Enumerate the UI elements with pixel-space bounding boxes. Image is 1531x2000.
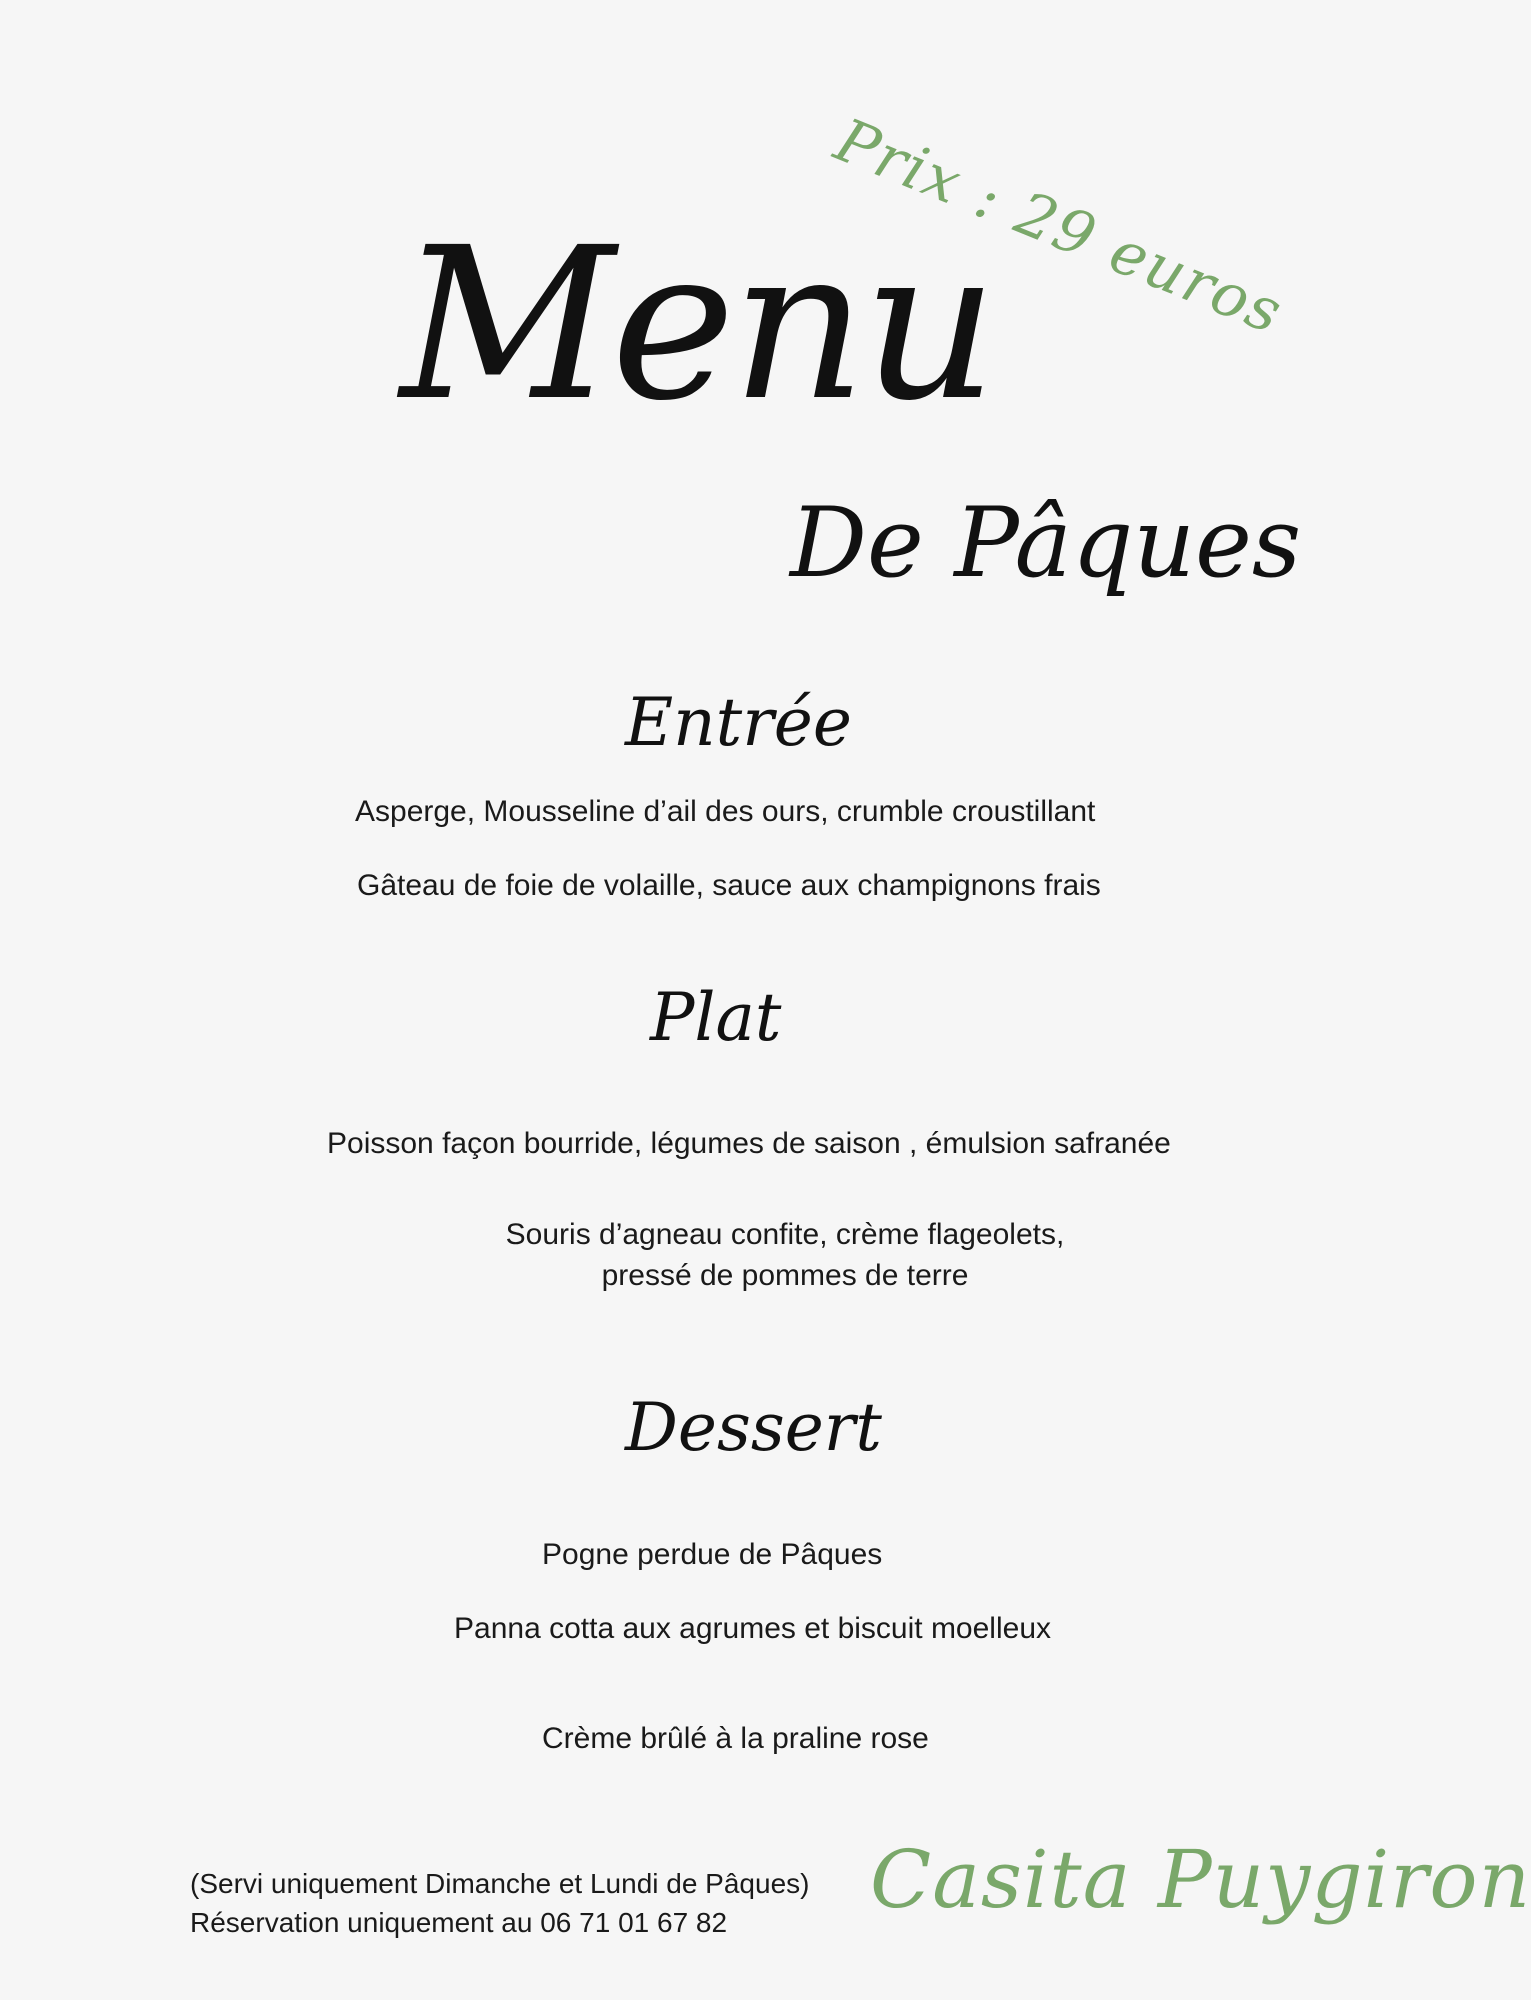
footer-note	[190, 1864, 809, 1942]
footer-note-reservation: Réservation uniquement au 06 71 01 67 82	[190, 1907, 728, 1939]
menu-item: Asperge, Mousseline d’ail des ours, crumble croustillant	[355, 795, 1096, 828]
menu-item: Pogne perdue de Pâques	[542, 1538, 883, 1571]
section-heading-entree: Entrée	[625, 684, 852, 761]
restaurant-brand: Casita Puygiron	[870, 1833, 1531, 1926]
menu-item: Poisson façon bourride, légumes de saison , émulsion safranée	[327, 1127, 1171, 1160]
menu-item: Crème brûlé à la praline rose	[542, 1722, 929, 1755]
menu-item: Souris d’agneau confite, crème flageolets, pressé de pommes de terre	[505, 1218, 1065, 1292]
menu-subtitle: De Pâques	[790, 487, 1302, 599]
menu-item: Gâteau de foie de volaille, sauce aux champignons frais	[357, 869, 1101, 902]
section-heading-dessert: Dessert	[625, 1389, 882, 1466]
menu-item: Panna cotta aux agrumes et biscuit moelleux	[454, 1612, 1051, 1645]
section-heading-plat: Plat	[650, 979, 782, 1056]
footer-note-service-days: (Servi uniquement Dimanche et Lundi de Pâques)	[190, 1868, 810, 1899]
menu-title: Menu	[400, 202, 994, 447]
price-label: Prix : 29 euros	[825, 105, 1293, 349]
